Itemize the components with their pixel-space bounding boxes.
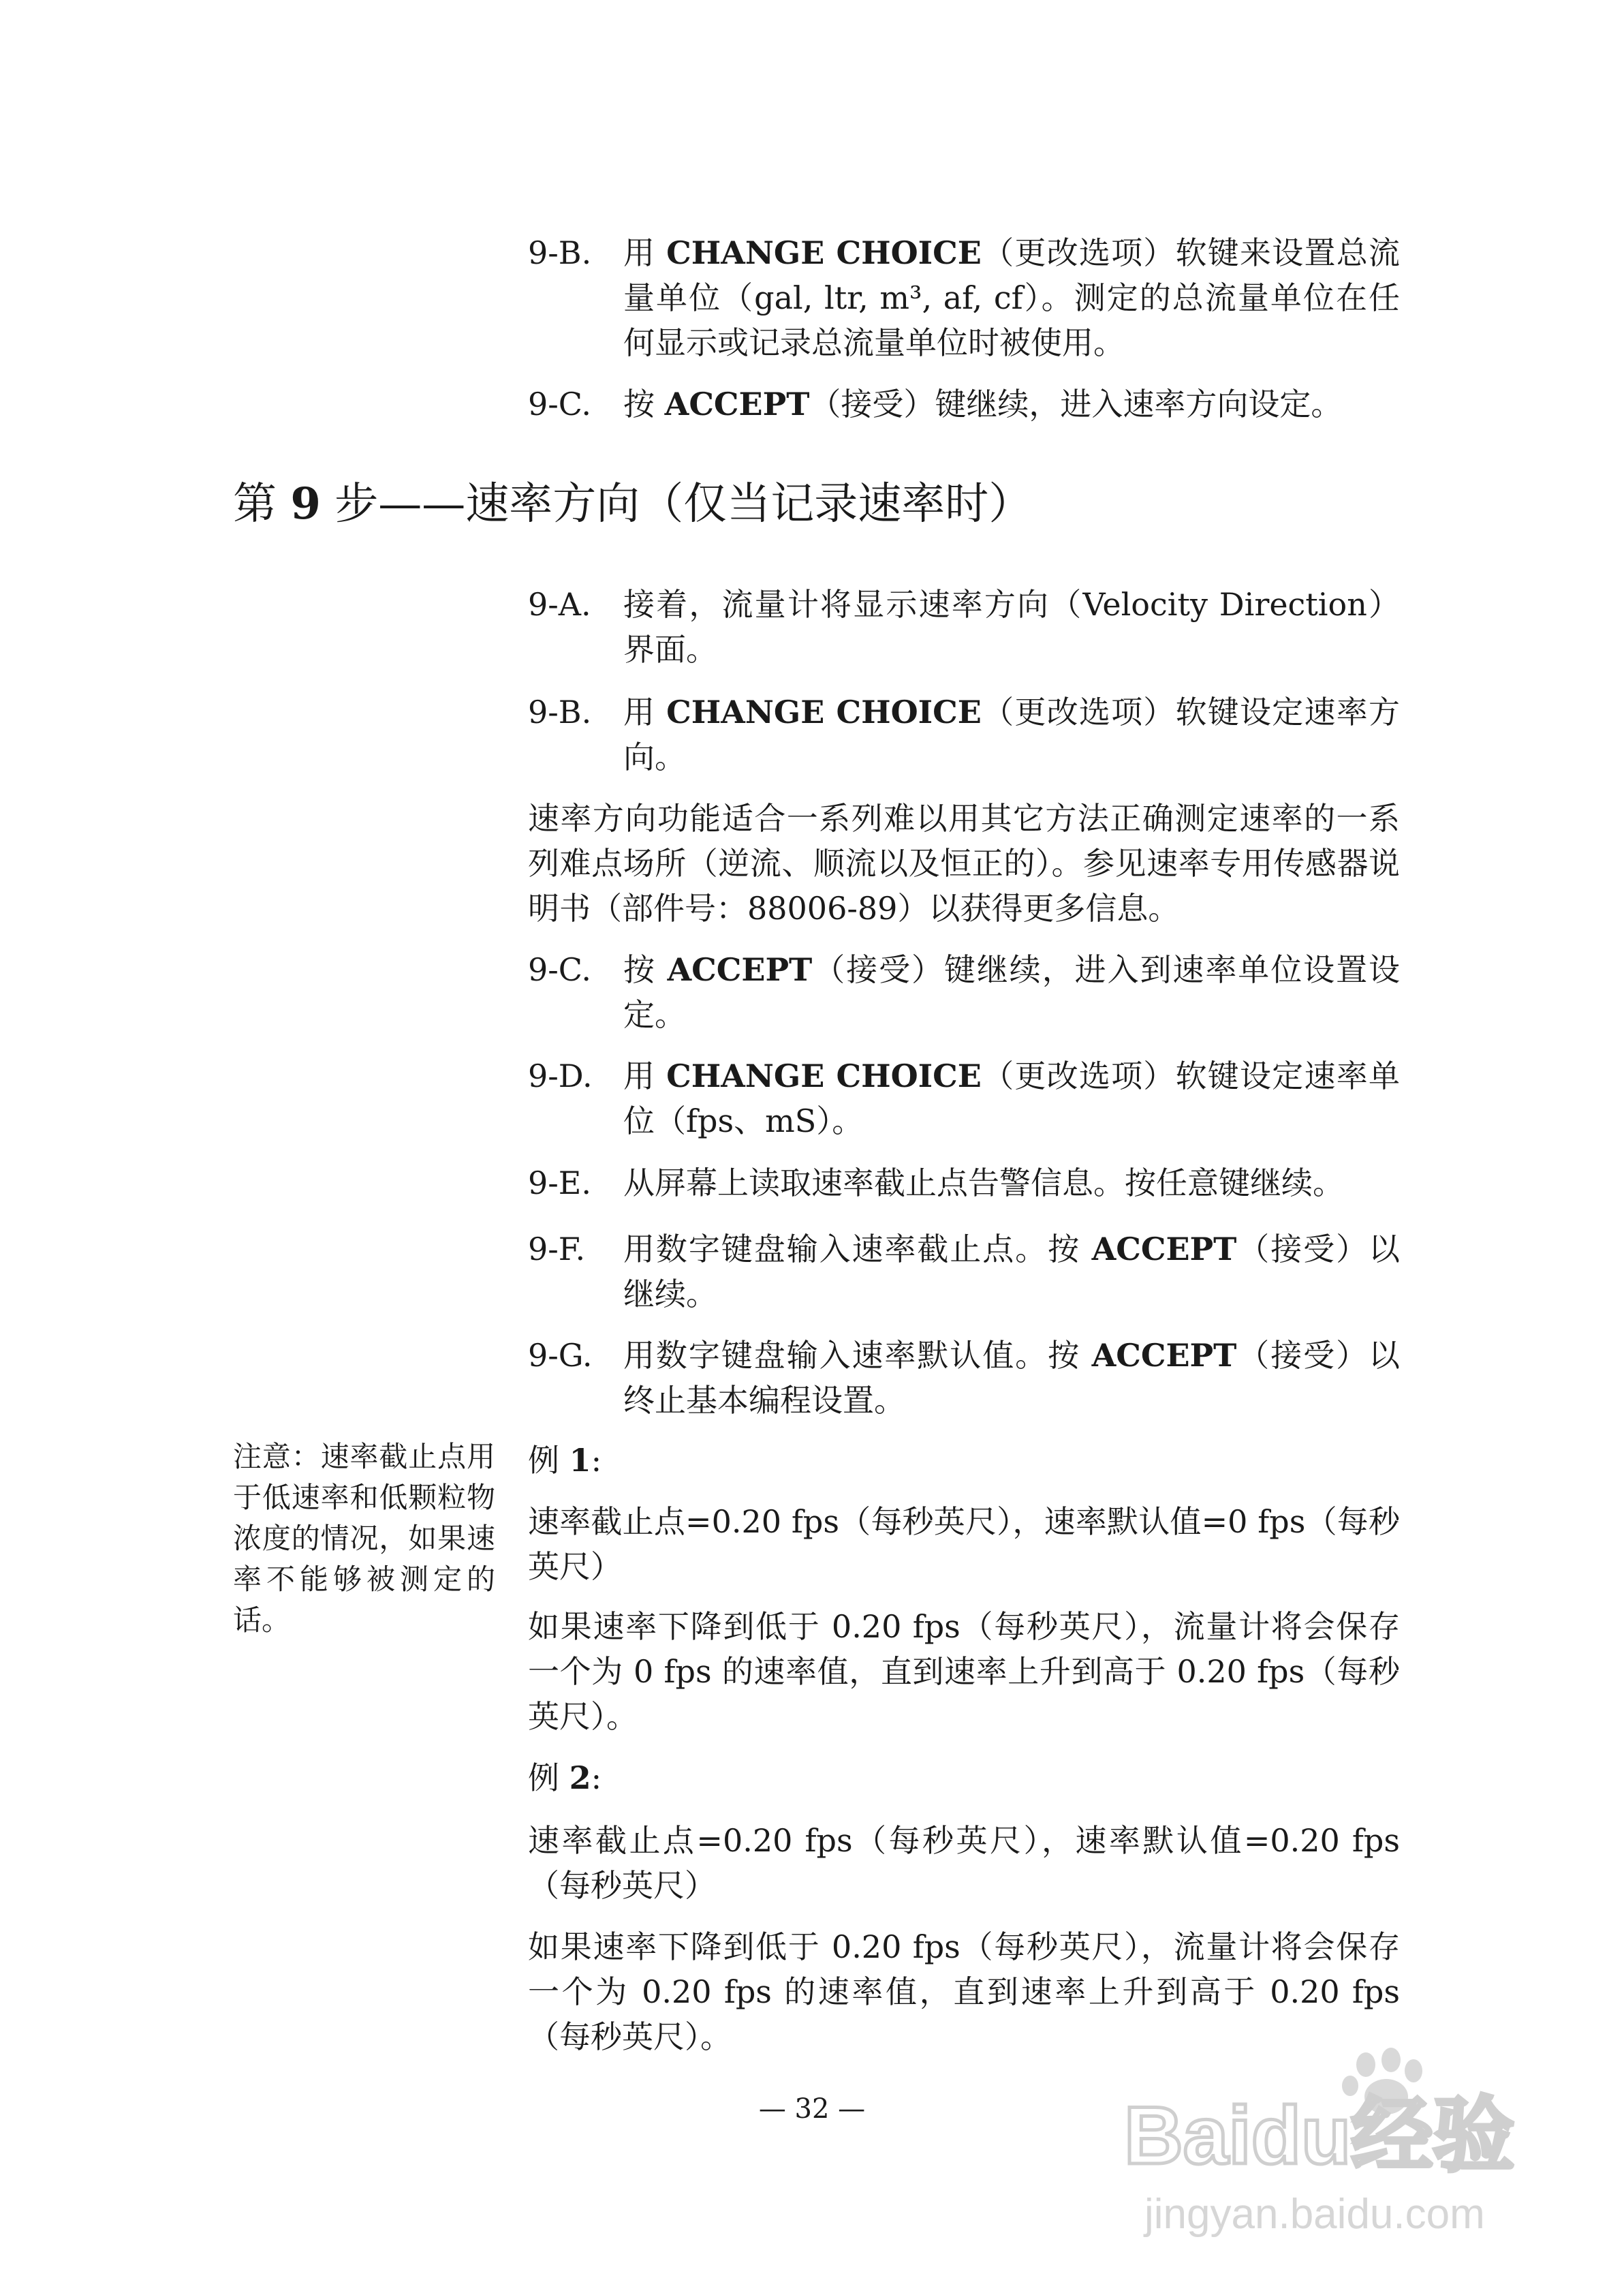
step-text: 用 CHANGE CHOICE（更改选项）软键设定速率方向。 [623, 694, 1400, 775]
watermark-url: jingyan.baidu.com [1144, 2191, 1485, 2238]
instruction-9d [528, 1053, 1400, 1143]
step-number: 9-D. [528, 1058, 593, 1094]
step-text: 从屏幕上读取速率截止点告警信息。按任意键继续。 [623, 1165, 1344, 1201]
step-text: 用数字键盘输入速率默认值。按 ACCEPT（接受）以终止基本编程设置。 [623, 1337, 1401, 1419]
step-number: 9-B. [528, 234, 592, 271]
example-1-line2: 如果速率下降到低于 0.20 fps（每秒英尺），流量计将会保存一个为 0 fps 的速率值，直到速率上升到高于 0.20 fps（每秒英尺）。 [528, 1608, 1400, 1735]
step-number: 9-B. [528, 694, 592, 730]
watermark-logo-text: Baidu经验 [1124, 2090, 1515, 2181]
step-number: 9-C. [528, 386, 591, 422]
key-label: ACCEPT [1091, 1337, 1237, 1374]
step-text: 接着，流量计将显示速率方向（Velocity Direction）界面。 [623, 586, 1400, 668]
softkey-label: CHANGE CHOICE [666, 694, 982, 730]
key-label: ACCEPT [664, 386, 810, 422]
step-text: 用数字键盘输入速率截止点。按 ACCEPT（接受）以继续。 [623, 1231, 1401, 1312]
example-2-label: 例 2: [528, 1759, 602, 1796]
key-label: ACCEPT [1091, 1231, 1237, 1267]
step-text: 用 CHANGE CHOICE（更改选项）软键设定速率单位（fps、mS）。 [623, 1058, 1400, 1139]
step-text: 用 CHANGE CHOICE（更改选项）软键来设置总流量单位（gal, ltr, m³, af, cf）。测定的总流量单位在任何显示或记录总流量单位时被使用。 [623, 234, 1400, 361]
step-number: 9-C. [528, 951, 591, 988]
instruction-9e [528, 1160, 1400, 1205]
instruction-9c [528, 947, 1400, 1037]
instruction-9a [528, 582, 1400, 672]
instruction-9g [528, 1333, 1400, 1423]
step-number: 9-F. [528, 1231, 586, 1267]
instruction-9b-top [528, 230, 1400, 365]
softkey-label: CHANGE CHOICE [666, 1058, 982, 1094]
side-note: 注意：速率截止点用于低速率和低颗粒物浓度的情况，如果速率不能够被测定的话。 [233, 1440, 495, 1637]
step-number: 9-G. [528, 1337, 593, 1374]
section-heading: 第 9 步——速率方向（仅当记录速率时） [233, 478, 1033, 529]
step-number: 9-A. [528, 586, 591, 623]
baidu-watermark [1124, 2048, 1546, 2252]
example-1-label: 例 1: [528, 1442, 602, 1479]
softkey-label: CHANGE CHOICE [666, 234, 982, 271]
instruction-9f [528, 1227, 1400, 1316]
instruction-9c-top [528, 382, 1400, 427]
key-label: ACCEPT [667, 951, 813, 988]
example-1-line1: 速率截止点=0.20 fps（每秒英尺），速率默认值=0 fps（每秒英尺） [528, 1503, 1400, 1585]
step-text: 按 ACCEPT（接受）键继续，进入到速率单位设置设定。 [623, 951, 1401, 1033]
step-number: 9-E. [528, 1165, 592, 1201]
example-2-line1: 速率截止点=0.20 fps（每秒英尺），速率默认值=0.20 fps（每秒英尺） [528, 1822, 1400, 1904]
instruction-9b [528, 690, 1400, 780]
direction-note-paragraph: 速率方向功能适合一系列难以用其它方法正确测定速率的一系列难点场所（逆流、顺流以及恒正的）。参见速率专用传感器说明书（部件号：88006-89）以获得更多信息。 [528, 800, 1400, 927]
page-number: — 32 — [758, 2093, 866, 2125]
example-2-line2: 如果速率下降到低于 0.20 fps（每秒英尺），流量计将会保存一个为 0.20 fps 的速率值，直到速率上升到高于 0.20 fps（每秒英尺）。 [528, 1928, 1400, 2055]
step-text: 按 ACCEPT（接受）键继续，进入速率方向设定。 [623, 386, 1343, 422]
